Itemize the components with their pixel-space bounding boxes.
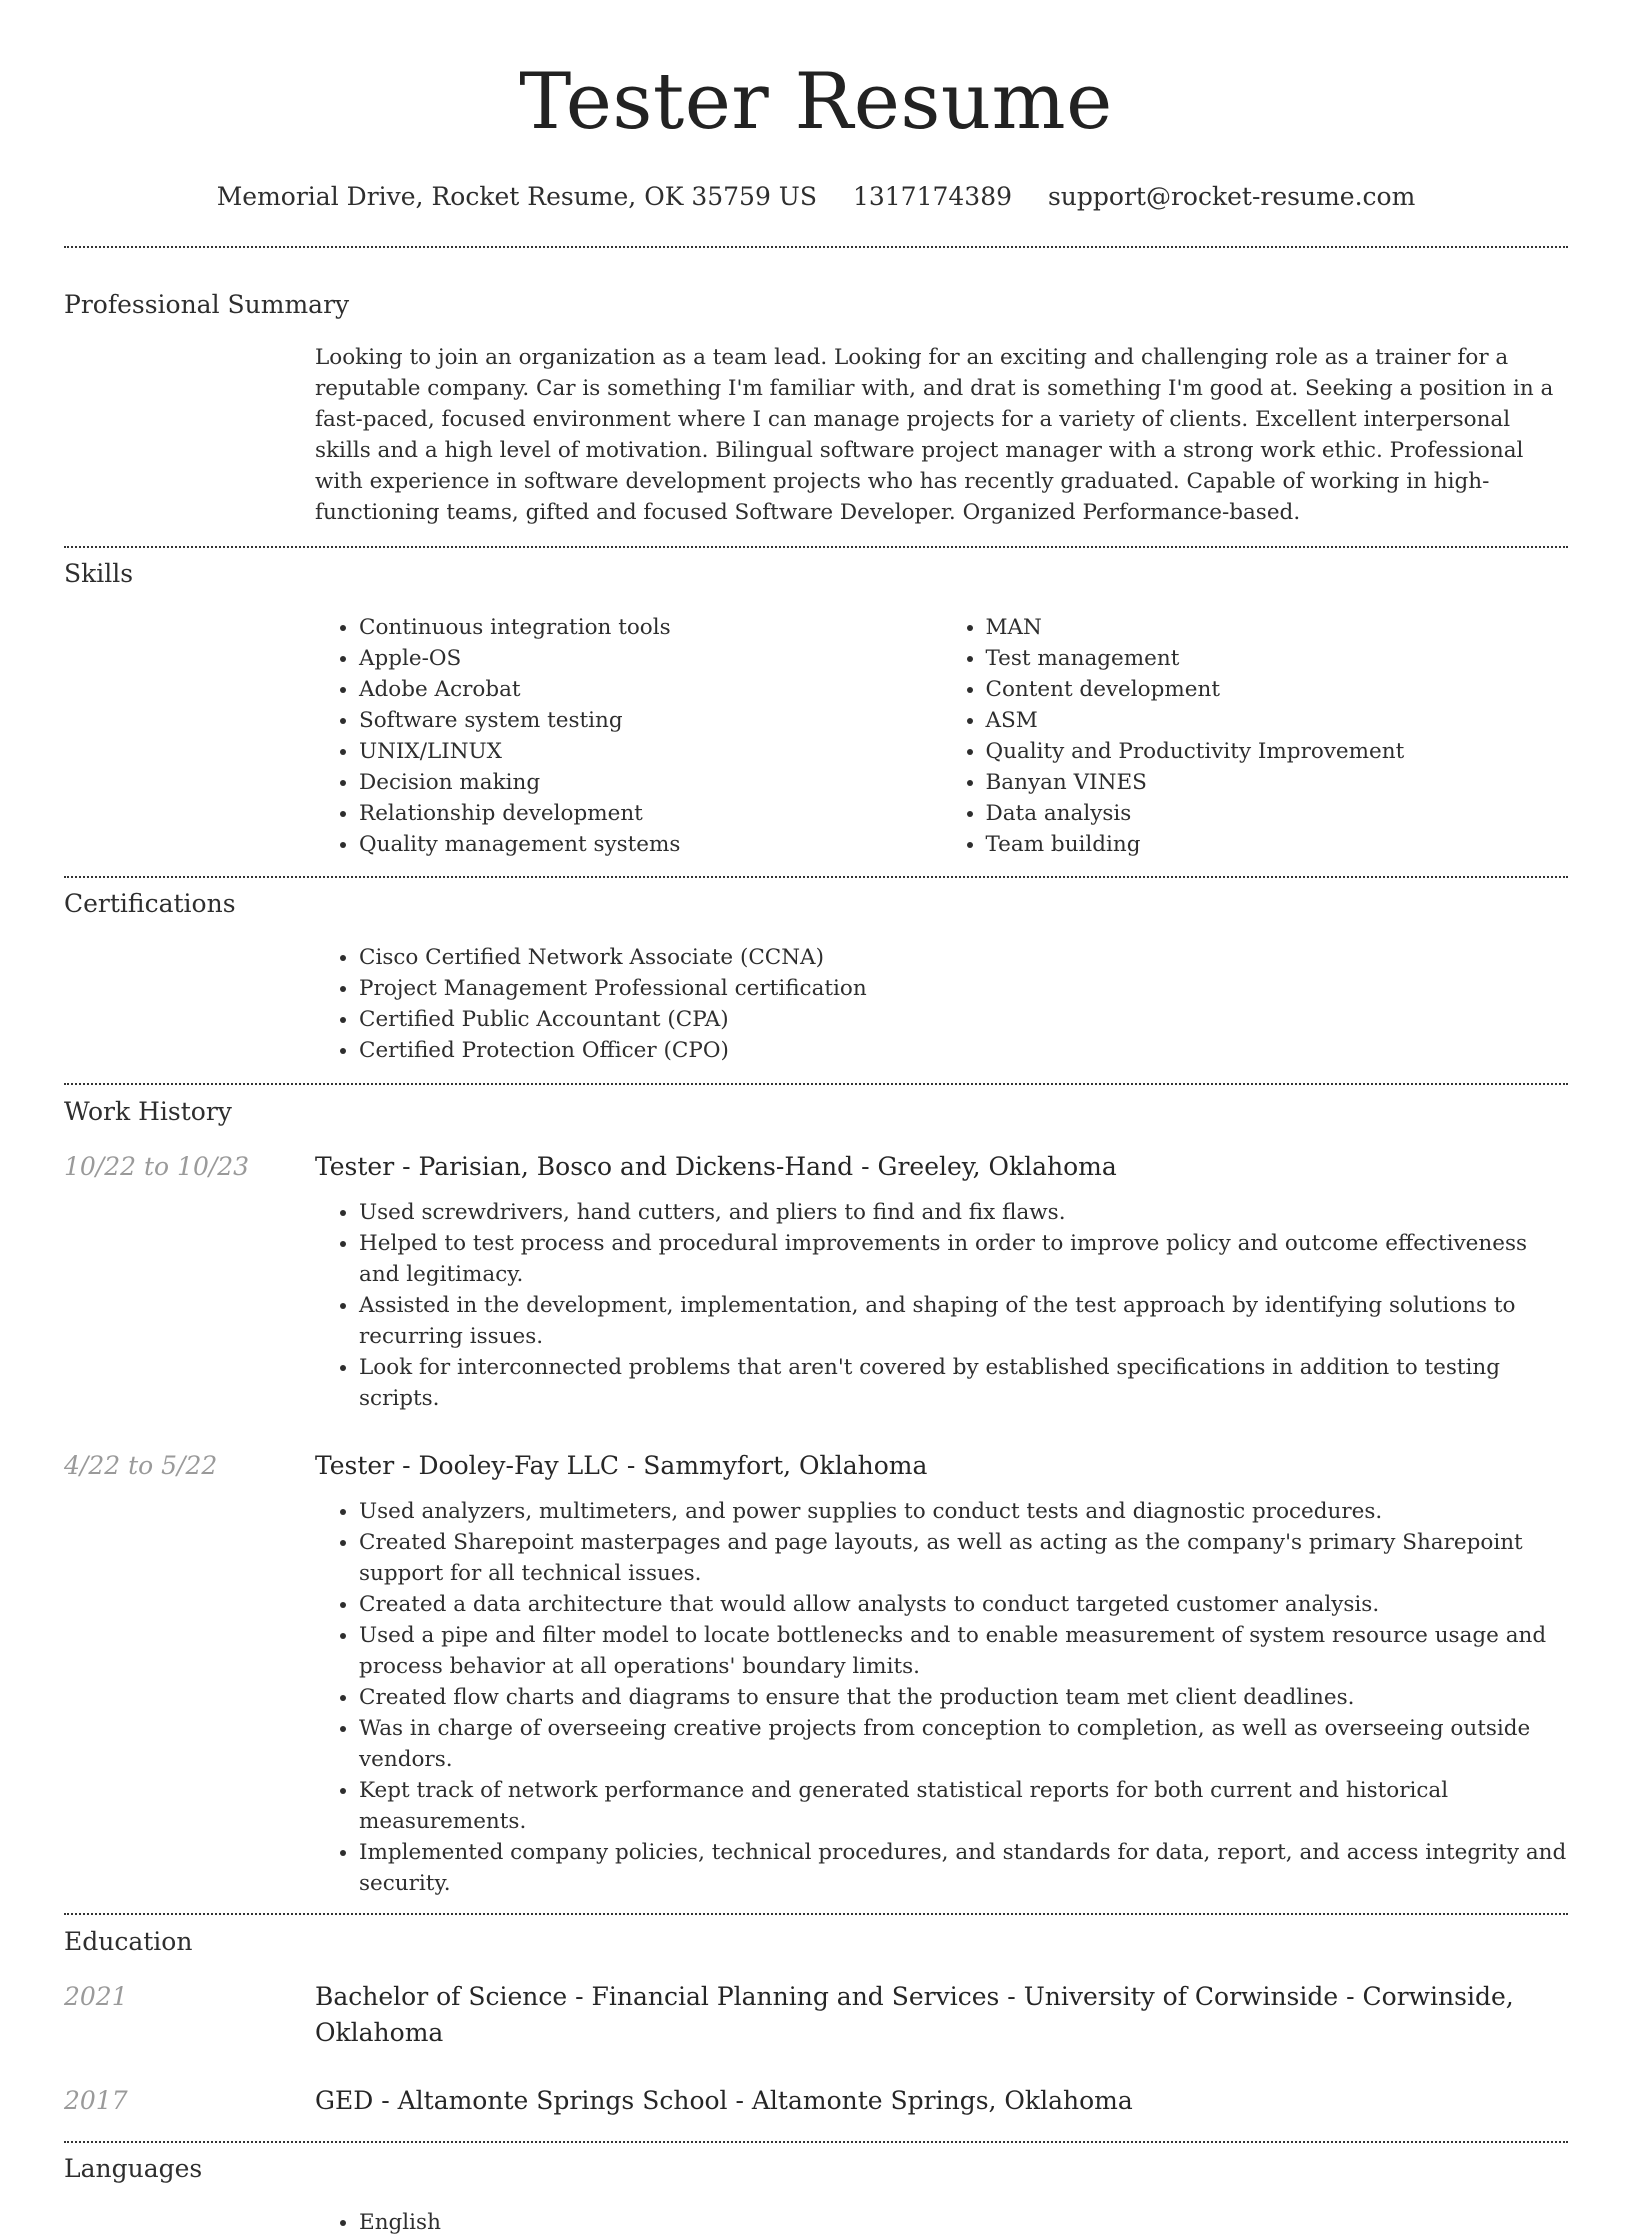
contact-phone: 1317174389	[852, 182, 1013, 211]
skill-item: • Quality management systems	[359, 829, 942, 860]
contact-line	[64, 180, 1568, 214]
skill-item: • Decision making	[359, 767, 942, 798]
job-heading: Tester - Parisian, Bosco and Dickens-Hand - Greeley, Oklahoma	[315, 1152, 1117, 1181]
education-entry	[64, 1979, 1568, 2051]
languages-content	[315, 2207, 1568, 2238]
skill-item: • MAN	[986, 612, 1569, 643]
education-body	[315, 1979, 1568, 2051]
certifications-content	[315, 942, 1568, 1066]
skill-item: • Relationship development	[359, 798, 942, 829]
section-title-skills: Skills	[64, 559, 134, 588]
section-title-work-history: Work History	[64, 1097, 232, 1126]
job-bullet: • Used screwdrivers, hand cutters, and pliers to find and fix flaws.	[359, 1197, 1568, 1228]
skill-item: • Test management	[986, 643, 1569, 674]
skill-item: • Software system testing	[359, 705, 942, 736]
job-entry	[64, 1149, 1568, 1414]
job-bullets	[315, 1496, 1568, 1899]
job-bullet: • Assisted in the development, implementation, and shaping of the test approach by identifying solutions to recurring issues.	[359, 1290, 1568, 1352]
job-bullet: • Used analyzers, multimeters, and power supplies to conduct tests and diagnostic procedures.	[359, 1496, 1568, 1527]
certification-item: • Certified Protection Officer (CPO)	[359, 1035, 1568, 1066]
resume-header	[64, 0, 1568, 214]
skill-item: • ASM	[986, 705, 1569, 736]
skills-list-left	[315, 612, 942, 860]
candidate-name: Tester Resume	[519, 57, 1113, 147]
job-dates: 4/22 to 5/22	[64, 1451, 218, 1480]
skills-list-right	[942, 612, 1569, 860]
education-heading: GED - Altamonte Springs School - Altamonte Springs, Oklahoma	[315, 2086, 1133, 2115]
skill-item: • Team building	[986, 829, 1569, 860]
job-bullet: • Created flow charts and diagrams to ensure that the production team met client deadlines.	[359, 1682, 1568, 1713]
skill-item: • Data analysis	[986, 798, 1569, 829]
education-heading: Bachelor of Science - Financial Planning and Services - University of Corwinside - Corwinside, Oklahoma	[315, 1982, 1514, 2047]
job-bullets-wrap	[315, 1496, 1568, 1899]
skill-item: • UNIX/LINUX	[359, 736, 942, 767]
job-bullet: • Look for interconnected problems that aren't covered by established specifications in addition to testing scripts.	[359, 1352, 1568, 1414]
job-bullet: • Kept track of network performance and generated statistical reports for both current and historical measurements.	[359, 1775, 1568, 1837]
certifications-list	[315, 942, 1568, 1066]
skill-item: • Content development	[986, 674, 1569, 705]
job-body	[315, 1448, 1568, 1899]
certification-item: • Certified Public Accountant (CPA)	[359, 1004, 1568, 1035]
skill-item: • Banyan VINES	[986, 767, 1569, 798]
section-title-languages: Languages	[64, 2154, 203, 2183]
job-bullet: • Was in charge of overseeing creative projects from conception to completion, as well as overseeing outside vendors.	[359, 1713, 1568, 1775]
job-bullet: • Helped to test process and procedural improvements in order to improve policy and outcome effectiveness and legitimacy.	[359, 1228, 1568, 1290]
skills-columns	[315, 612, 1568, 860]
languages-section	[64, 2143, 1568, 2238]
work-history-section	[64, 1085, 1568, 1899]
job-bullets-wrap	[315, 1197, 1568, 1414]
section-title-certifications: Certifications	[64, 889, 236, 918]
education-body	[315, 2083, 1568, 2119]
skills-section	[64, 548, 1568, 860]
job-bullets	[315, 1197, 1568, 1414]
summary-text: Looking to join an organization as a team lead. Looking for an exciting and challenging role as a trainer for a reputable company. Car is something I'm familiar with, and drat is something I'm good at. Seeking a position in a fast-paced, focused environment where I can manage projects for a variety of clients. Excellent interpersonal skills and a high level of motivation. Bilingual software project manager with a strong work ethic. Professional with experience in software development projects who has recently graduated. Capable of working in high-functioning teams, gifted and focused Software Developer. Organized Performance-based.	[315, 345, 1554, 525]
summary-section	[64, 248, 1568, 528]
certification-item: • Project Management Professional certification	[359, 973, 1568, 1004]
job-dates: 10/22 to 10/23	[64, 1152, 250, 1181]
job-heading: Tester - Dooley-Fay LLC - Sammyfort, Oklahoma	[315, 1451, 928, 1480]
skill-item: • Adobe Acrobat	[359, 674, 942, 705]
job-bullet: • Created a data architecture that would allow analysts to conduct targeted customer analysis.	[359, 1589, 1568, 1620]
certification-item: • Cisco Certified Network Associate (CCNA)	[359, 942, 1568, 973]
certifications-section	[64, 878, 1568, 1066]
job-bullet: • Created Sharepoint masterpages and page layouts, as well as acting as the company's primary Sharepoint support for all technical issues.	[359, 1527, 1568, 1589]
job-bullet: • Implemented company policies, technical procedures, and standards for data, report, and access integrity and security.	[359, 1837, 1568, 1899]
education-section	[64, 1915, 1568, 2119]
skill-item: • Continuous integration tools	[359, 612, 942, 643]
language-item: • English	[359, 2207, 1568, 2238]
job-body	[315, 1149, 1568, 1414]
education-year: 2021	[64, 1982, 128, 2011]
education-year: 2017	[64, 2086, 128, 2115]
job-entry	[64, 1448, 1568, 1899]
skill-item: • Quality and Productivity Improvement	[986, 736, 1569, 767]
section-title-summary: Professional Summary	[64, 290, 350, 319]
contact-address: Memorial Drive, Rocket Resume, OK 35759 US	[216, 182, 817, 211]
section-title-education: Education	[64, 1927, 193, 1956]
languages-list	[315, 2207, 1568, 2238]
contact-email: support@rocket-resume.com	[1047, 182, 1416, 211]
skill-item: • Apple-OS	[359, 643, 942, 674]
job-bullet: • Used a pipe and filter model to locate bottlenecks and to enable measurement of system resource usage and process behavior at all operations' boundary limits.	[359, 1620, 1568, 1682]
education-entry	[64, 2083, 1568, 2119]
